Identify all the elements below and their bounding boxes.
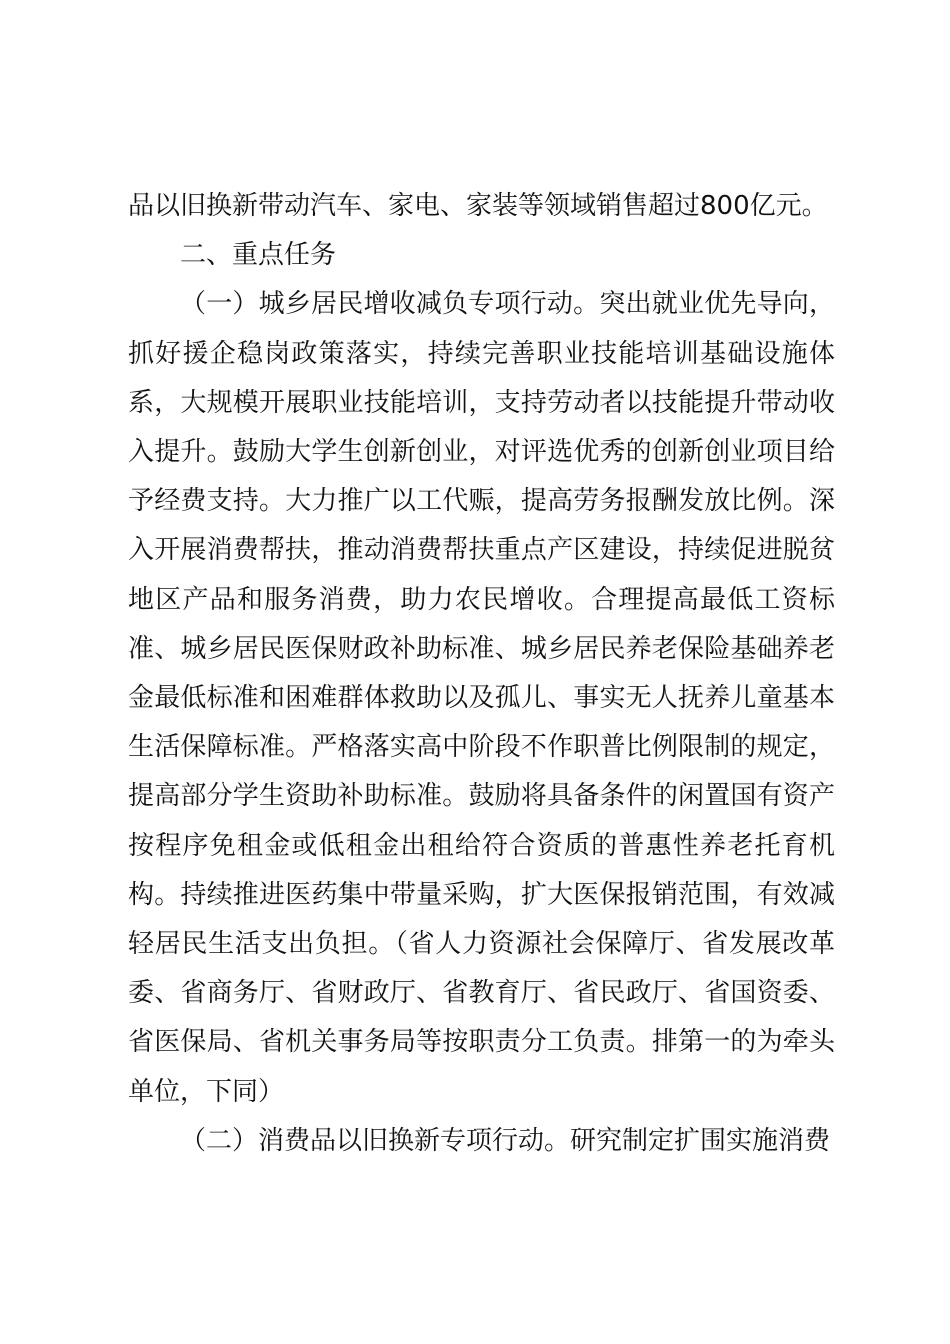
section-heading: 二、重点任务 bbox=[180, 240, 337, 271]
paragraph-task-1: （一）城乡居民增收减负专项行动。突出就业优先导向，抓好援企稳岗政策落实，持续完善职业技能培训基础设施体系，大规模开展职业技能培训，支持劳动者以技能提升带动收入提升。鼓励大学生创新创业，对评选优秀的创新创业项目给予经费支持。大力推广以工代赈，提高劳务报酬发放比例。深入开展消费帮扶，推动消费帮扶重点产区建设，持续促进脱贫地区产品和服务消费，助力农民增收。合理提高最低工资标准、城乡居民医保财政补助标准、城乡居民养老保险基础养老金最低标准和困难群体救助以及孤儿、事实无人抚养儿童基本生活保障标准。严格落实高中阶段不作职普比例限制的规定，提高部分学生资助补助标准。鼓励将具备条件的闲置国有资产按程序免租金或低租金出租给符合资质的普惠性养老托育机构。持续推进医药集中带量采购，扩大医保报销范围，有效减轻居民生活支出负担。（省人力资源社会保障厅、省发展改革委、省商务厅、省财政厅、省教育厅、省民政厅、省国资委、省医保局、省机关事务局等按职责分工负责。排第一的为牵头单位，下同） bbox=[128, 289, 835, 1107]
paragraph-intro-continued: 品以旧换新带动汽车、家电、家装等领域销售超过800亿元。 bbox=[128, 191, 828, 221]
paragraph-task-2: （二）消费品以旧换新专项行动。研究制定扩围实施消费 bbox=[180, 1125, 831, 1156]
document-body bbox=[128, 182, 835, 1166]
